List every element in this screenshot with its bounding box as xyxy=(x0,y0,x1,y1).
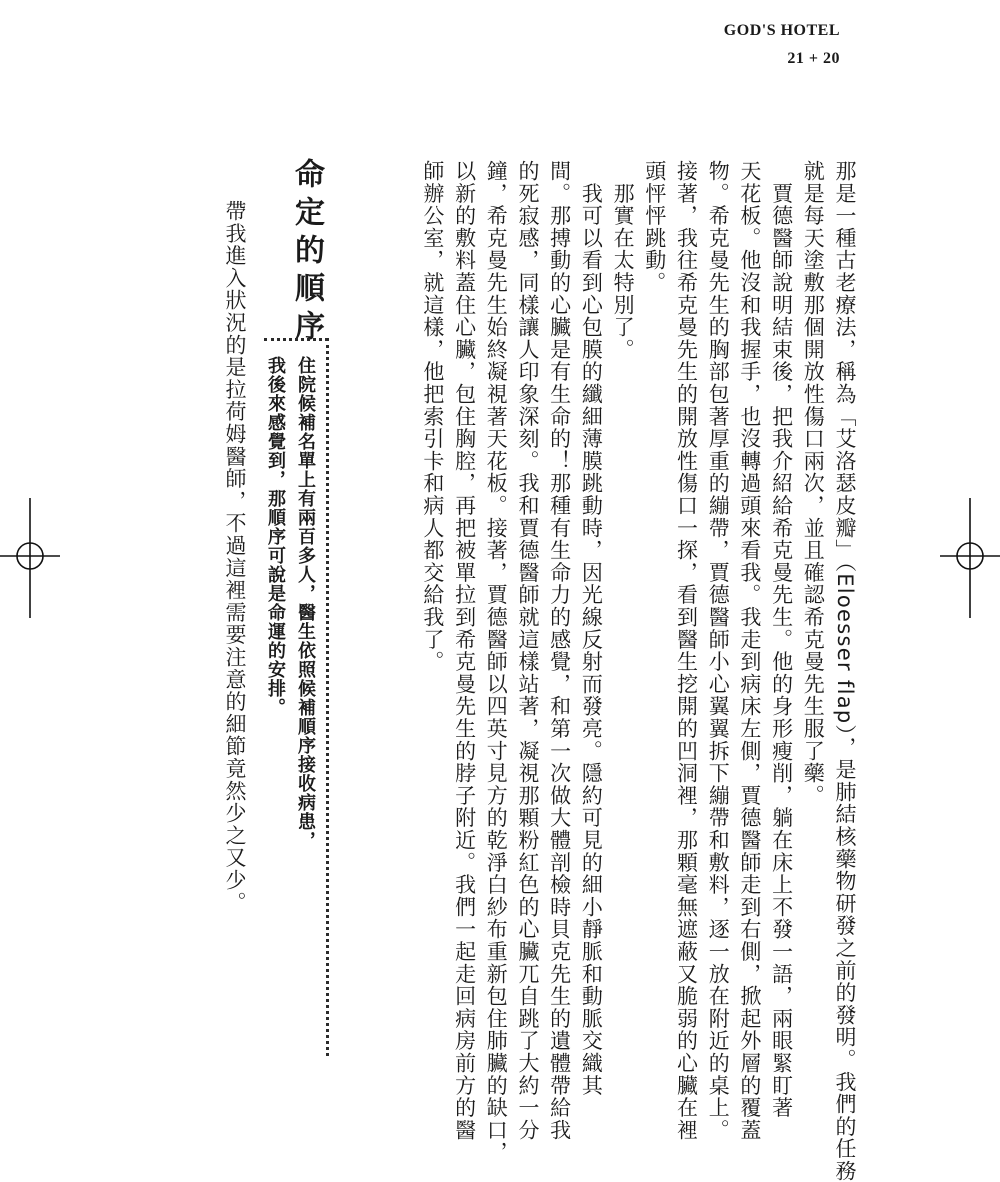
text-line: 間。那搏動的心臟是有生命的！那種有生命力的感覺，和第一次做大體剖檢時貝克先生的遺體帶給我 xyxy=(547,160,572,1142)
running-header xyxy=(724,20,840,70)
text-line: 師辦公室，就這樣，他把索引卡和病人都交給我了。 xyxy=(420,160,445,673)
registration-mark-left xyxy=(0,498,60,618)
text-line: 那是一種古老療法，稱為「艾洛瑟皮瓣」（Eloesser flap），是肺結核藥物研發之前的發明。我們的任務 xyxy=(833,160,857,1182)
section-divider-cap xyxy=(264,338,328,341)
main-body-text xyxy=(353,160,860,1182)
book-title: GOD'S HOTEL xyxy=(723,22,840,39)
text-line: 天花板。他沒和我握手，也沒轉過頭來看我。我走到病床左側，賈德醫師走到右側，掀起外層的覆蓋 xyxy=(737,160,762,1142)
sidebar-line: 我後來感覺到，那順序可說是命運的安排。 xyxy=(265,356,286,717)
page-number: 21 + 20 xyxy=(787,50,840,67)
registration-mark-right xyxy=(940,498,1000,618)
text-line: 那實在太特別了。 xyxy=(611,160,636,361)
text-line: 物。希克曼先生的胸部包著厚重的繃帶，賈德醫師小心翼翼拆下繃帶和敷料，逐一放在附近的桌上。 xyxy=(706,160,731,1142)
text-line: 賈德醫師說明結束後，把我介紹給希克曼先生。他的身形瘦削，躺在床上不發一語，兩眼緊盯著 xyxy=(769,160,794,1119)
sidebar-line: 住院候補名單上有兩百多人，醫生依照候補順序接收病患， xyxy=(295,356,316,850)
text-line: 的死寂感，同樣讓人印象深刻。我和賈德醫師就這樣站著，凝視那顆粉紅色的心臟兀自跳了大約一分 xyxy=(515,160,540,1142)
text-line: 我可以看到心包膜的纖細薄膜跳動時，因光線反射而發亮。隱約可見的細小靜脈和動脈交織其 xyxy=(579,160,604,1097)
sidebar-note xyxy=(258,356,320,876)
text-line: 鐘，希克曼先生始終凝視著天花板。接著，賈德醫師以四英寸見方的乾淨白紗布重新包住肺臟的缺口， xyxy=(484,160,509,1164)
text-line: 接著，我往希克曼先生的開放性傷口一探，看到醫生挖開的凹洞裡，那顆毫無遮蔽又脆弱的心臟在裡 xyxy=(674,160,699,1142)
section-heading: 命定的順序 xyxy=(289,158,324,348)
section-divider xyxy=(326,338,329,1056)
text-line: 頭怦怦跳動。 xyxy=(642,160,667,294)
text-line: 以新的敷料蓋住心臟，包住胸腔，再把被單拉到希克曼先生的脖子附近。我們一起走回病房前方的醫 xyxy=(452,160,477,1142)
section-body-text: 帶我進入狀況的是拉荷姆醫師，不過這裡需要注意的細節竟然少之又少。 xyxy=(223,200,247,914)
text-line: 就是每天塗敷那個開放性傷口兩次，並且確認希克曼先生服了藥。 xyxy=(801,160,826,807)
